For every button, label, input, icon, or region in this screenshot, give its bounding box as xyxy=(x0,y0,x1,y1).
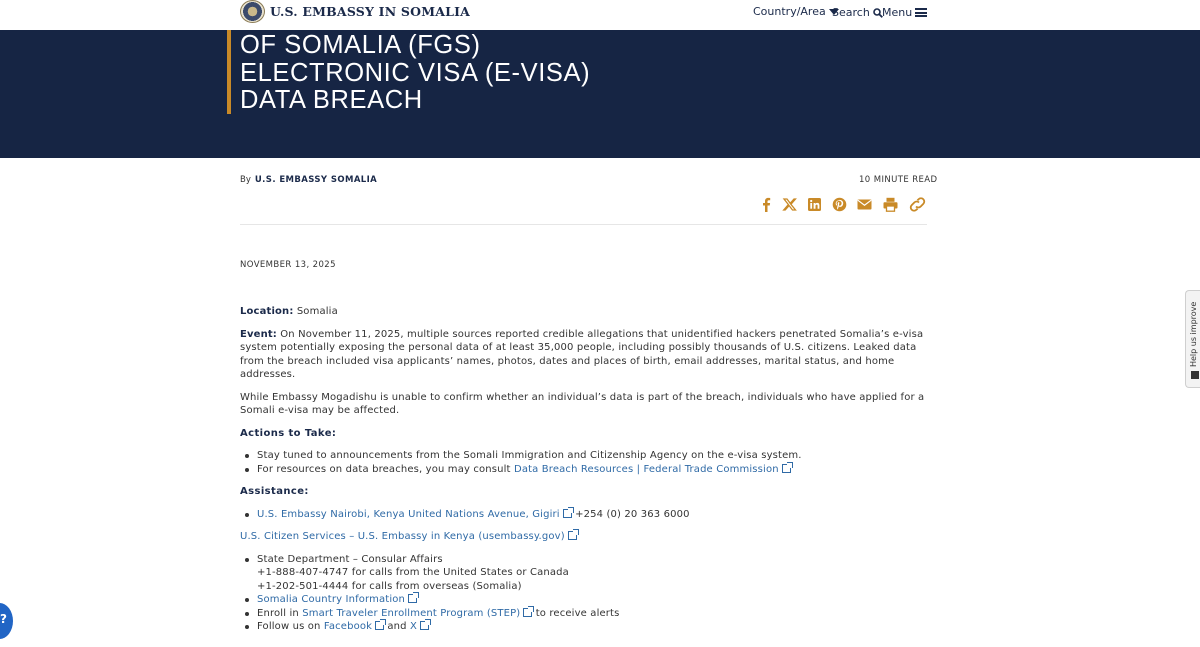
x-link[interactable] xyxy=(410,621,429,632)
list-item xyxy=(240,620,930,634)
link-text: X xyxy=(410,621,418,632)
menu-label: Menu xyxy=(882,6,913,19)
assistance-heading: Assistance: xyxy=(240,486,309,497)
link-text: Data Breach Resources | Federal Trade Commission xyxy=(513,463,779,475)
help-us-improve-tab[interactable] xyxy=(1185,290,1200,388)
external-link-icon xyxy=(420,621,429,630)
list-item xyxy=(240,593,930,607)
article-body xyxy=(240,305,930,643)
title-line: OF SOMALIA (FGS) xyxy=(240,31,481,59)
read-time: 10 MINUTE READ xyxy=(859,175,938,185)
list-item xyxy=(240,553,930,567)
external-link-icon xyxy=(408,594,417,603)
enroll-prefix: Enroll in xyxy=(257,607,299,619)
enroll-suffix: to receive alerts xyxy=(535,607,620,619)
phone-us-text: +1-888-407-4747 for calls from the United States or Canada xyxy=(257,567,569,578)
list-item xyxy=(240,566,930,580)
external-link-icon xyxy=(523,608,532,617)
list-item xyxy=(240,463,930,477)
embassy-phone: +254 (0) 20 363 6000 xyxy=(575,508,690,520)
menu-button[interactable] xyxy=(882,6,927,19)
list-item xyxy=(240,580,930,594)
chat-icon: ? xyxy=(0,612,7,626)
linkedin-icon[interactable] xyxy=(806,196,823,213)
chat-button[interactable] xyxy=(0,603,13,639)
country-area-label: Country/Area xyxy=(753,5,826,18)
list-item xyxy=(240,607,930,621)
state-dept-text: State Department – Consular Affairs xyxy=(257,553,443,565)
top-bar xyxy=(0,0,1200,30)
external-link-icon xyxy=(782,464,791,473)
affected-paragraph: While Embassy Mogadishu is unable to confirm whether an individual’s data is part of the breach, individuals who have applied for a Somali e-visa may be affected. xyxy=(240,391,925,416)
embassy-seal-icon[interactable] xyxy=(240,0,265,23)
hero-banner xyxy=(0,30,1200,158)
phone-overseas-text: +1-202-501-4444 for calls from overseas (Somalia) xyxy=(257,580,522,592)
and-text: and xyxy=(387,621,407,632)
actions-list xyxy=(240,449,930,476)
site-title[interactable]: U.S. EMBASSY IN SOMALIA xyxy=(270,4,471,19)
title-line: DATA BREACH xyxy=(240,86,423,114)
ftc-data-breach-link[interactable] xyxy=(514,464,791,475)
page-title xyxy=(240,32,590,115)
citizen-services-paragraph xyxy=(240,530,930,544)
email-icon[interactable] xyxy=(856,196,873,213)
byline xyxy=(240,175,377,185)
by-prefix: By xyxy=(240,175,251,185)
search-label: Search xyxy=(832,6,870,19)
link-text: Somalia Country Information xyxy=(257,594,406,605)
us-embassy-link[interactable]: U.S. Embassy xyxy=(257,508,327,520)
action-text: For resources on data breaches, you may consult xyxy=(257,463,511,475)
action-text: Stay tuned to announcements from the Somali Immigration and Citizenship Agency on the e-visa system. xyxy=(257,450,802,461)
print-icon[interactable] xyxy=(882,196,899,213)
feedback-icon xyxy=(1191,371,1199,379)
external-link-icon xyxy=(563,509,572,518)
pinterest-icon[interactable] xyxy=(831,196,848,213)
help-tab-label: Help us improve xyxy=(1189,301,1198,367)
citizen-services-link[interactable] xyxy=(240,531,577,542)
country-area-dropdown[interactable] xyxy=(753,5,839,18)
contacts-list xyxy=(240,553,930,634)
country-info-link[interactable] xyxy=(257,594,417,605)
assistance-list xyxy=(240,508,930,522)
link-icon[interactable] xyxy=(908,196,927,213)
hero-accent-bar xyxy=(227,30,231,114)
facebook-icon[interactable] xyxy=(758,196,775,213)
event-paragraph xyxy=(240,328,930,382)
search-button[interactable] xyxy=(832,6,883,19)
event-text: On November 11, 2025, multiple sources reported credible allegations that unidentified hackers penetrated Somalia’s e-visa system potentially exposing the personal data of at least 35,000 people, including possibly thousands of U.S. citizens. Leaked data from the breach included visa applicants’ names, photos, dates and places of birth, email addresses, marital status, and home addresses. xyxy=(240,328,924,380)
link-text: Facebook xyxy=(323,621,373,632)
embassy-address-link[interactable] xyxy=(330,509,572,520)
title-line: ELECTRONIC VISA (E-VISA) xyxy=(240,58,591,87)
link-text: Nairobi, Kenya United Nations Avenue, Gigiri xyxy=(330,508,560,520)
divider xyxy=(240,224,927,225)
list-item xyxy=(240,508,930,522)
step-link[interactable] xyxy=(302,608,532,619)
actions-heading: Actions to Take: xyxy=(240,427,337,439)
location-value: Somalia xyxy=(296,306,338,317)
external-link-icon xyxy=(568,531,577,540)
link-text: U.S. Citizen Services – U.S. Embassy in Kenya (usembassy.gov) xyxy=(240,531,565,542)
link-text: Smart Traveler Enrollment Program (STEP) xyxy=(302,607,521,619)
author-link[interactable]: U.S. EMBASSY SOMALIA xyxy=(254,175,378,185)
follow-prefix: Follow us on xyxy=(257,621,321,632)
location-paragraph xyxy=(240,305,930,319)
publish-date: NOVEMBER 13, 2025 xyxy=(240,260,336,270)
external-link-icon xyxy=(375,621,384,630)
list-item xyxy=(240,449,930,463)
x-icon[interactable] xyxy=(781,196,798,213)
facebook-link[interactable] xyxy=(324,621,384,632)
location-label: Location: xyxy=(240,306,294,317)
hamburger-icon xyxy=(915,8,927,17)
event-label: Event: xyxy=(240,328,277,340)
